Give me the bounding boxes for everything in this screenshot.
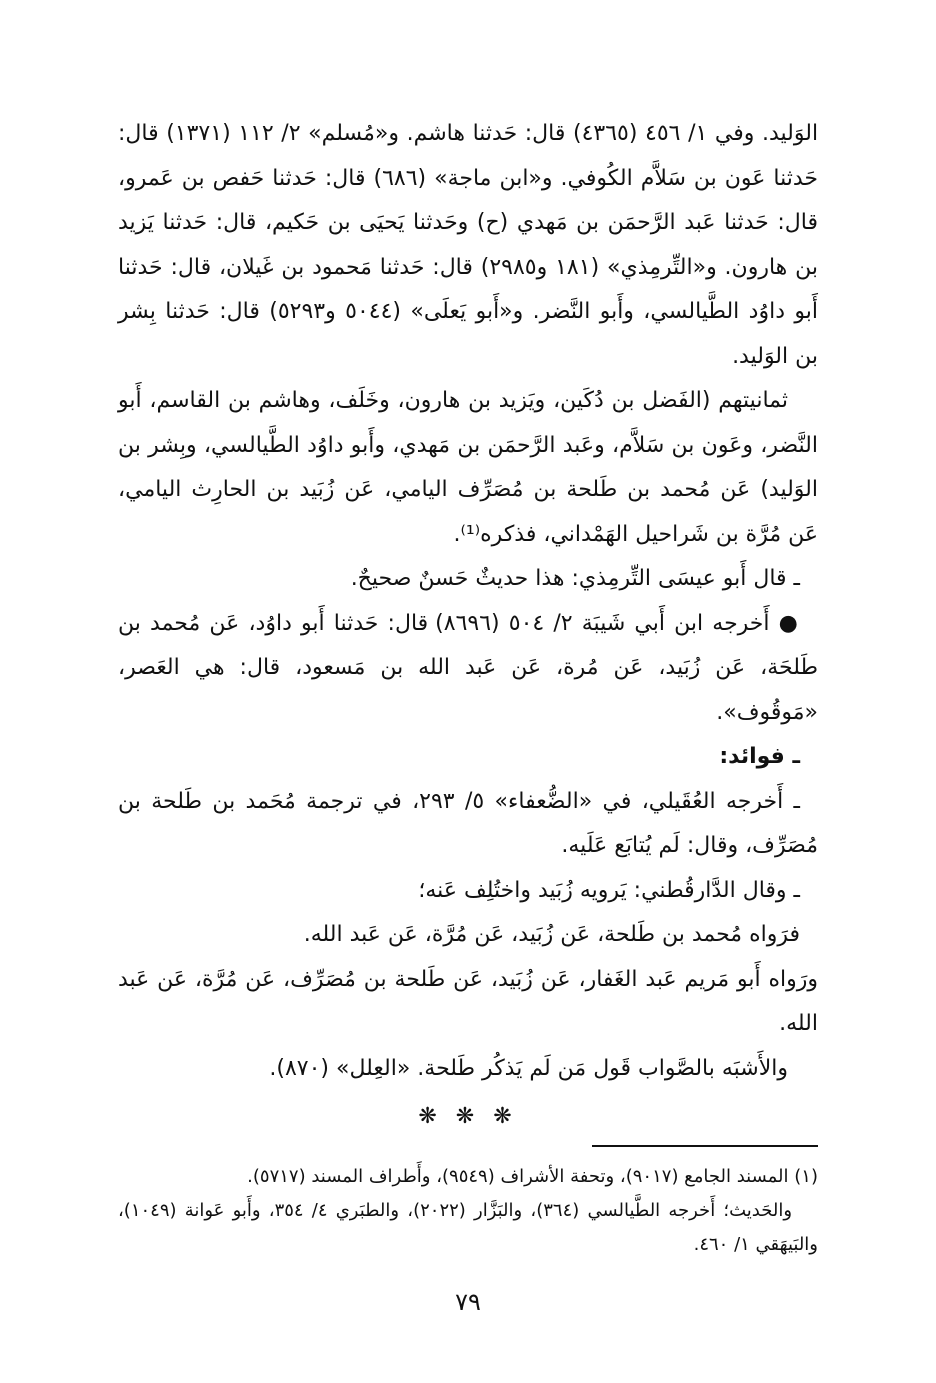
paragraph-riwaya-1: فرَواه مُحمد بن طَلحة، عَن زُبَيد، عَن مُرَّة، عَن عَبد الله.	[303, 922, 800, 947]
footnote-divider	[592, 1145, 818, 1147]
paragraph-ibn-abi-shaybah: ● أَخرجه ابن أَبي شَيبَة ٢/ ٥٠٤ (٨٦٩٦) قال: حَدثنا أَبو داوُد، عَن مُحمد بن طَلحَة، عَن زُبَيد، عَن مُرة، عَن عَبد الله بن مَسعود، قال: هي العَصر، «مَوقُوف».	[118, 610, 818, 725]
footnote-1-continuation: والحَديث؛ أَخرجه الطَّيالسي (٣٦٤)، والبَزَّار (٢٠٢٢)، والطبَري ٤/ ٣٥٤، وأَبو عَوانة (١٠٤٩)، والبَيهَقي ١/ ٤٦٠.	[118, 1200, 818, 1255]
paragraph-chain-of-narrators: ثمانيتهم (الفَضل بن دُكَين، ويَزيد بن هارون، وخَلَف، وهاشم بن القاسم، أَبو النَّضر، وعَون بن سَلاَّم، وعَبد الرَّحمَن بن مَهدي، وأَبو داوُد الطَّيالسي، وبِشر بن الوَليد) عَن مُحمد بن طَلحة بن مُصَرِّف اليامي، عَن زُبَيد بن الحارِث اليامي، عَن مُرَّة بن شَراحيل الهَمْداني، فذكره⁽¹⁾.	[118, 388, 818, 547]
footnotes	[118, 1160, 818, 1262]
paragraph-daraqutni: ـ وقال الدَّارقُطني: يَرويه زُبَيد واختُلِف عَنه؛	[418, 877, 800, 903]
section-separator: ❋ ❋ ❋	[418, 1104, 518, 1129]
main-text	[118, 112, 818, 1140]
section-heading-fawaid: ـ فوائد:	[719, 744, 800, 769]
paragraph-conclusion: والأَشبَه بالصَّواب قَول مَن لَم يَذكُر طَلحة. «العِلل» (٨٧٠).	[269, 1055, 788, 1081]
paragraph-uqayli: ـ أَخرجه العُقَيلي، في «الضُّعفاء» ٥/ ٢٩٣، في ترجمة مُحَمد بن طَلحة بن مُصَرِّف، وقال: لَم يُتابَع عَلَيه.	[118, 788, 818, 858]
paragraph-riwaya-2: ورَواه أَبو مَريم عَبد الغَفار، عَن زُبَيد، عَن طَلحة بن مُصَرِّف، عَن مُرَّة، عَن عَبد الله.	[118, 966, 818, 1036]
paragraph-tirmidhi-grading: ـ قال أَبو عيسَى التِّرمِذي: هذا حديثٌ حَسنٌ صحيحٌ.	[350, 566, 800, 591]
page-number: ٧٩	[455, 1288, 481, 1316]
footnote-1: (١) المسند الجامع (٩٠١٧)، وتحفة الأشراف (٩٥٤٩)، وأَطراف المسند (٥٧١٧).	[247, 1166, 818, 1187]
paragraph-sources: الوَليد. وفي ١/ ٤٥٦ (٤٣٦٥) قال: حَدثنا هاشم. و«مُسلم» ٢/ ١١٢ (١٣٧١) قال: حَدثنا عَون بن سَلاَّم الكُوفي. و«ابن ماجة» (٦٨٦) قال: حَدثنا حَفص بن عَمرو، قال: حَدثنا عَبد الرَّحمَن بن مَهدي (ح) وحَدثنا يَحيَى بن حَكيم، قال: حَدثنا يَزيد بن هارون. و«التِّرمِذي» (١٨١ و٢٩٨٥) قال: حَدثنا مَحمود بن غَيلان، قال: حَدثنا أَبو داوُد الطَّيالسي، وأَبو النَّضر. و«أَبو يَعلَى» (٥٠٤٤ و٥٢٩٣) قال: حَدثنا بِشر بن الوَليد.	[118, 121, 819, 369]
